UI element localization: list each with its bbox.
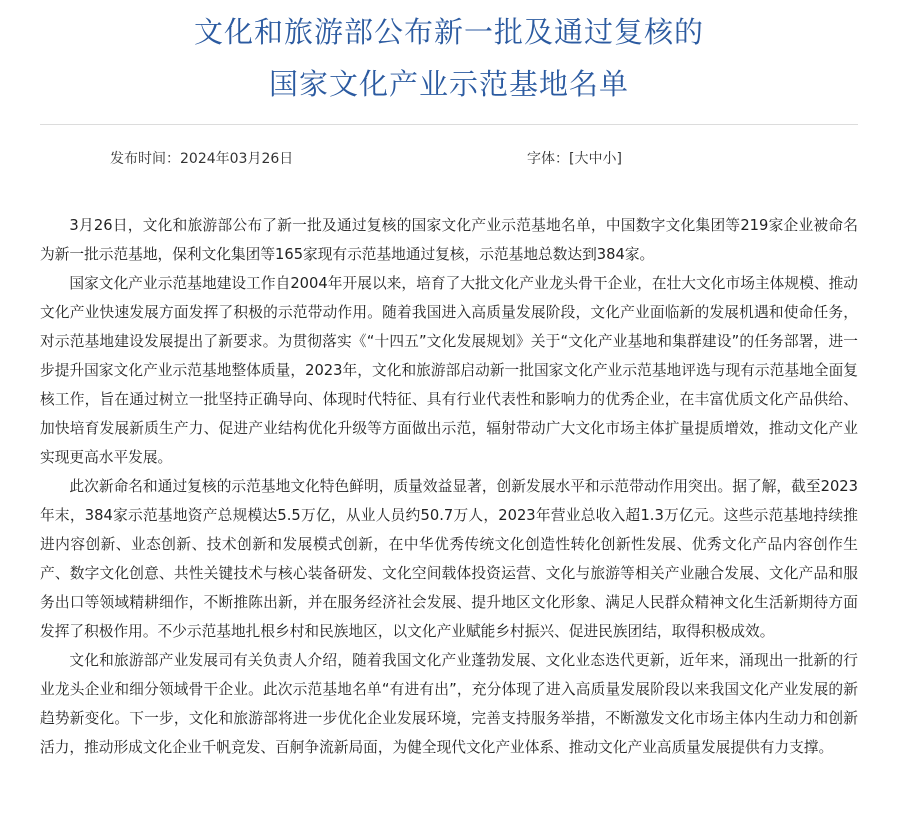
- article-paragraph-2: 国家文化产业示范基地建设工作自2004年开展以来，培育了大批文化产业龙头骨干企业，在壮大文化市场主体规模、推动文化产业快速发展方面发挥了积极的示范带动作用。随着我国进入高质量发展阶段，文化产业面临新的发展机遇和使命任务，对示范基地建设发展提出了新要求。为贯彻落实《“十四五”文化发展规划》关于“文化产业基地和集群建设”的任务部署，进一步提升国家文化产业示范基地整体质量，2023年，文化和旅游部启动新一批国家文化产业示范基地评选与现有示范基地全面复核工作，旨在通过树立一批坚持正确导向、体现时代特征、具有行业代表性和影响力的优秀企业，在丰富优质文化产品供给、加快培育发展新质生产力、促进产业结构优化升级等方面做出示范，辐射带动广大文化市场主体扩量提质增效，推动文化产业实现更高水平发展。: [40, 275, 858, 466]
- article-paragraph-1: 3月26日，文化和旅游部公布了新一批及通过复核的国家文化产业示范基地名单，中国数字文化集团等219家企业被命名为新一批示范基地，保利文化集团等165家现有示范基地通过复核，示范基地总数达到384家。: [40, 217, 858, 263]
- font-size-label: 字体：: [527, 151, 569, 167]
- article-paragraph-3: 此次新命名和通过复核的示范基地文化特色鲜明，质量效益显著，创新发展水平和示范带动作用突出。据了解，截至2023年末，384家示范基地资产总规模达5.5万亿，从业人员约50.7万人，2023年营业总收入超1.3万亿元。这些示范基地持续推进内容创新、业态创新、技术创新和发展模式创新，在中华优秀传统文化创造性转化创新性发展、优秀文化产品内容创作生产、数字文化创意、共性关键技术与核心装备研发、文化空间载体投资运营、文化与旅游等相关产业融合发展、文化产品和服务出口等领域精耕细作，不断推陈出新，并在服务经济社会发展、提升地区文化形象、满足人民群众精神文化生活新期待方面发挥了积极作用。不少示范基地扎根乡村和民族地区，以文化产业赋能乡村振兴、促进民族团结，取得积极成效。: [40, 478, 858, 640]
- publish-time-label: 发布时间：: [110, 151, 180, 167]
- article-paragraph-4: 文化和旅游部产业发展司有关负责人介绍，随着我国文化产业蓬勃发展、文化业态迭代更新，近年来，涌现出一批新的行业龙头企业和细分领域骨干企业。此次示范基地名单“有进有出”，充分体现了进入高质量发展阶段以来我国文化产业发展的新趋势新变化。下一步，文化和旅游部将进一步优化企业发展环境，完善支持服务举措，不断激发文化市场主体内生动力和创新活力，推动形成文化企业千帆竞发、百舸争流新局面，为健全现代文化产业体系、推动文化产业高质量发展提供有力支撑。: [40, 652, 858, 756]
- article-body: [40, 211, 858, 762]
- font-size-medium-link[interactable]: 中: [588, 151, 603, 167]
- font-size-close-bracket: ]: [616, 151, 622, 167]
- article-meta: [0, 147, 898, 171]
- font-size-control: [527, 147, 622, 171]
- publish-time: [110, 147, 293, 171]
- font-size-large-link[interactable]: 大: [574, 151, 589, 167]
- font-size-small-link[interactable]: 小: [602, 151, 617, 167]
- title-line-1: 文化和旅游部公布新一批及通过复核的: [193, 15, 704, 49]
- article-title: [0, 6, 898, 110]
- title-divider: [40, 124, 858, 125]
- publish-date: 2024年03月26日: [180, 151, 294, 167]
- title-line-2: 国家文化产业示范基地名单: [268, 67, 629, 101]
- font-size-open-bracket: [: [569, 151, 575, 167]
